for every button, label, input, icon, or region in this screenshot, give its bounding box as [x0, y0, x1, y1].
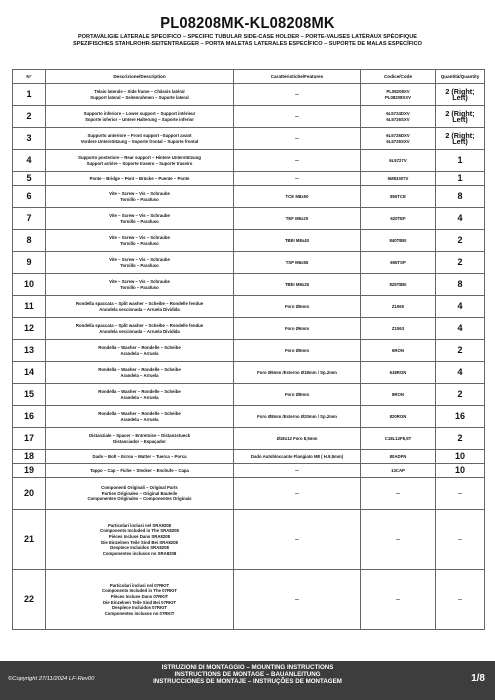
description-line: Telaio laterale – Side frame – Châssis latéral [94, 88, 185, 94]
row-code [361, 150, 436, 172]
row-code [361, 570, 436, 630]
row-quantity: 1 [436, 150, 485, 172]
row-features: Ø18x12 Foro 8,5mm [234, 428, 361, 450]
row-description [46, 450, 234, 464]
row-number: 17 [13, 428, 46, 450]
description-line: Die Einzelnen Teile Sind Bei SRA8208 [101, 539, 178, 545]
row-description [46, 186, 234, 208]
description-line: Particolari inclusi nel SRA8208 [107, 522, 172, 528]
description-line: Tappo – Cap – Fiche – Stecker – Enchufe – Capa [90, 467, 189, 473]
table-row [13, 510, 485, 570]
table-row [13, 84, 485, 106]
table-row [13, 172, 485, 186]
parts-table-body [13, 84, 485, 630]
code-line: PL08208XV [386, 88, 410, 94]
description-line: Support arrière – Soporte trasero – Suporte traseiro [86, 160, 193, 166]
row-description [46, 464, 234, 478]
table-row [13, 464, 485, 478]
description-line: Componentes inclusos no 07RKIT [104, 610, 175, 616]
row-features: – [234, 84, 361, 106]
row-features: TBEI M8x40 [234, 230, 361, 252]
row-features: Foro Ø6mm [234, 296, 361, 318]
description-line: Arandela seccionada – Arruela Dividida [99, 328, 180, 334]
row-number: 21 [13, 510, 46, 570]
code-line: 13CAP [391, 467, 405, 473]
description-line: Vite – Screw – Vis – Schraube [109, 234, 170, 240]
row-features: Dado Autobloccante Flangiato M8 ( H.9,5mm) [234, 450, 361, 464]
description-line: Distanziale – Spacer – Entretoise – Distanzstueck [88, 432, 191, 438]
row-code [361, 510, 436, 570]
table-row [13, 340, 485, 362]
row-features: – [234, 478, 361, 510]
description-line: Rondella spaccata – Split washer – Scheibe – Rondelle fendue [75, 300, 204, 306]
description-line: Vite – Screw – Vis – Schraube [109, 278, 170, 284]
description-line: Soporte inferior – Untere Halterung – Suporte inferior [85, 116, 194, 122]
row-quantity: 2 (Right; Left) [436, 106, 485, 128]
row-number: 10 [13, 274, 46, 296]
row-features: Foro Ø6mm [234, 318, 361, 340]
row-description [46, 274, 234, 296]
row-quantity: 10 [436, 464, 485, 478]
row-code [361, 362, 436, 384]
row-number: 5 [13, 172, 46, 186]
row-number: 13 [13, 340, 46, 362]
code-line: Z1063 [391, 325, 405, 331]
description-line: Supporto posteriore – Rear support – Hintere Unterstützung [78, 154, 201, 160]
code-line: – [396, 535, 400, 543]
row-code [361, 274, 436, 296]
footer-instructions [0, 664, 495, 686]
description-line: Tornillo – Parafuso [120, 218, 159, 224]
row-code [361, 252, 436, 274]
row-features: Foro Ø8mm /Esterno Ø20mm / Sp.2mm [234, 406, 361, 428]
row-number: 15 [13, 384, 46, 406]
row-code [361, 172, 436, 186]
row-quantity: – [436, 478, 485, 510]
row-quantity: 2 [436, 252, 485, 274]
description-line: Support lateral – Seitenrahmen – Suporte lateral [90, 94, 189, 100]
description-line: Vite – Screw – Vis – Schraube [109, 190, 170, 196]
row-quantity: – [436, 570, 485, 630]
page-number: 1/8 [471, 673, 485, 684]
row-description [46, 362, 234, 384]
code-line: 6L5724DXV [386, 110, 410, 116]
row-quantity: 4 [436, 318, 485, 340]
header-number: N° [13, 70, 46, 84]
row-features: Foro Ø8mm [234, 384, 361, 406]
row-features: – [234, 172, 361, 186]
code-line: 840TBEI [389, 237, 407, 243]
row-features: – [234, 570, 361, 630]
row-number: 12 [13, 318, 46, 340]
code-line: 6L5727V [389, 157, 407, 163]
row-number: 9 [13, 252, 46, 274]
description-line: Dado – Bolt – Ecrou – Mutter – Tuerca – Porca [92, 453, 187, 459]
row-code [361, 318, 436, 340]
table-row [13, 318, 485, 340]
header-quantity: Quantità/Quantity [436, 70, 485, 84]
table-row [13, 186, 485, 208]
description-line: Componentes Originales – Componentes Originais [87, 496, 192, 502]
description-line: Vite – Screw – Vis – Schraube [109, 256, 170, 262]
row-number: 19 [13, 464, 46, 478]
row-number: 16 [13, 406, 46, 428]
row-code [361, 384, 436, 406]
row-quantity: 2 [436, 384, 485, 406]
row-description [46, 172, 234, 186]
header-code: Codice/Code [361, 70, 436, 84]
row-quantity: 2 (Right; Left) [436, 128, 485, 150]
row-quantity: 2 [436, 428, 485, 450]
row-description [46, 510, 234, 570]
code-line: 850TCE [390, 193, 406, 199]
description-line: Arandela – Arruela [120, 350, 159, 356]
parts-table [12, 69, 485, 630]
row-quantity: 10 [436, 450, 485, 464]
row-number: 3 [13, 128, 46, 150]
row-description [46, 296, 234, 318]
table-row [13, 296, 485, 318]
row-code [361, 230, 436, 252]
table-row [13, 208, 485, 230]
row-quantity: 4 [436, 362, 485, 384]
description-line: Pièces Incluse Dans 07RKIT [110, 593, 169, 599]
row-number: 6 [13, 186, 46, 208]
description-line: Arandela – Arruela [120, 372, 159, 378]
table-row [13, 362, 485, 384]
row-number: 11 [13, 296, 46, 318]
row-description [46, 106, 234, 128]
table-row [13, 570, 485, 630]
description-line: Supporto inferiore – Lower support – Support intérieur [83, 110, 196, 116]
code-line: 655TSP [390, 259, 406, 265]
table-row [13, 478, 485, 510]
table-row [13, 450, 485, 464]
description-line: Rondella – Washer – Rondelle – Scheibe [98, 366, 181, 372]
row-description [46, 428, 234, 450]
row-number: 1 [13, 84, 46, 106]
description-line: Arandela – Arruela [120, 394, 159, 400]
row-quantity: 1 [436, 172, 485, 186]
code-line: 80ADFN [389, 453, 407, 459]
table-row [13, 106, 485, 128]
row-code [361, 128, 436, 150]
table-row [13, 428, 485, 450]
row-description [46, 340, 234, 362]
description-line: Rondella – Washer – Rondelle – Scheibe [98, 344, 181, 350]
row-number: 20 [13, 478, 46, 510]
description-line: Componentes inclusos no SRA8208 [102, 550, 177, 556]
description-line: Distanciador – Espaçador [113, 438, 166, 444]
header-features: Caratteristiche/Features [234, 70, 361, 84]
row-number: 18 [13, 450, 46, 464]
row-features: TCE M8x50 [234, 186, 361, 208]
row-number: 4 [13, 150, 46, 172]
row-features: – [234, 464, 361, 478]
row-code [361, 84, 436, 106]
table-row [13, 150, 485, 172]
row-quantity: 2 [436, 230, 485, 252]
code-line: – [396, 489, 400, 497]
code-line: 618RON [389, 369, 407, 375]
table-header-row [13, 70, 485, 84]
row-features: – [234, 150, 361, 172]
header-description: Descrizione/Description [46, 70, 234, 84]
row-code [361, 208, 436, 230]
code-line: 6L5726DXV [386, 132, 410, 138]
description-line: Vordere Unterstützung – Soporte frontal – Suporte frontal [80, 138, 199, 144]
row-quantity: 2 [436, 340, 485, 362]
row-description [46, 318, 234, 340]
row-number: 22 [13, 570, 46, 630]
row-quantity: 4 [436, 208, 485, 230]
row-number: 8 [13, 230, 46, 252]
table-row [13, 274, 485, 296]
row-number: 2 [13, 106, 46, 128]
row-code [361, 296, 436, 318]
row-code [361, 450, 436, 464]
instructions-line-1: ISTRUZIONI DI MONTAGGIO – MOUNTING INSTRUCTIONS [161, 664, 334, 671]
row-description [46, 208, 234, 230]
row-description [46, 570, 234, 630]
description-line: Arandela – Arruela [120, 416, 159, 422]
description-line: Rondella – Washer – Rondelle – Scheibe [98, 388, 181, 394]
code-line: 6RON [392, 347, 404, 353]
row-code [361, 186, 436, 208]
description-line: Rondella – Washer – Rondelle – Scheibe [98, 410, 181, 416]
subtitle-line-2: SPEZIFISCHES STAHLROHR-SEITENTRAEGER – PORTA MALETAS LATERALES ESPECÍFICO – SUPORTE DE MALAS ESPECÍFICO [72, 41, 422, 47]
row-quantity: 16 [436, 406, 485, 428]
description-line: Parties Originales – Original Bauteile [101, 490, 178, 496]
instructions-line-2: INSTRUCTIONS DE MONTAGE – BAUANLEITUNG [174, 671, 321, 679]
description-line: Tornillo – Parafuso [120, 284, 159, 290]
table-row [13, 128, 485, 150]
row-description [46, 150, 234, 172]
code-line: Z1060 [391, 303, 405, 309]
row-features: Foro Ø6mm /Esterno Ø18mm / Sp.2mm [234, 362, 361, 384]
document-title: PL08208MK-KL08208MK [160, 15, 335, 32]
table-row [13, 252, 485, 274]
code-line: 620TEF [390, 215, 406, 221]
code-line: 825TBEI [389, 281, 407, 287]
code-line: 6L5726SXV [386, 116, 410, 122]
description-line: Vite – Screw – Vis – Schraube [109, 212, 170, 218]
description-line: Arandela seccionada – Arruela Dividida [99, 306, 180, 312]
row-description [46, 384, 234, 406]
row-description [46, 406, 234, 428]
row-description [46, 128, 234, 150]
instructions-line-3: INSTRUCCIONES DE MONTAJE – INSTRUÇÕES DE MONTAGEM [153, 678, 342, 686]
row-description [46, 84, 234, 106]
row-quantity: 8 [436, 274, 485, 296]
description-line: Rondella spaccata – Split washer – Scheibe – Rondelle fendue [75, 322, 204, 328]
description-line: Die Einzelnen Teile Sind Bei 07RKIT [103, 599, 176, 605]
row-quantity: – [436, 510, 485, 570]
row-description [46, 478, 234, 510]
code-line: 820RON [389, 413, 407, 419]
row-code [361, 106, 436, 128]
row-features: Foro Ø6mm [234, 340, 361, 362]
row-description [46, 252, 234, 274]
code-line: 6L5726SXV [386, 138, 410, 144]
row-code [361, 406, 436, 428]
row-number: 14 [13, 362, 46, 384]
row-number: 7 [13, 208, 46, 230]
code-line: 8RON [392, 391, 404, 397]
row-quantity: 8 [436, 186, 485, 208]
row-description [46, 230, 234, 252]
row-quantity: 4 [436, 296, 485, 318]
row-features: TSP M6x55 [234, 252, 361, 274]
row-code [361, 340, 436, 362]
row-features: TEF M6x20 [234, 208, 361, 230]
code-line: C18L12F8,5T [384, 435, 412, 441]
description-line: Pièces Incluse Dans SRA8208 [108, 533, 171, 539]
description-line: Ponte – Bridge – Pont – Brücke – Puente – Ponte [89, 175, 190, 181]
description-line: Desplece Incluidos 07RKIT [112, 605, 167, 611]
code-line: PL08208SXV [384, 94, 412, 100]
description-line: Supporto anteriore – Front support –Support avant [87, 132, 192, 138]
row-code [361, 428, 436, 450]
row-code [361, 464, 436, 478]
description-line: Components Included in The SRA8208 [100, 528, 179, 534]
subtitle-line-1: PORTAVALIGIE LATERALE SPECIFICO – SPECIFIC TUBULAR SIDE-CASE HOLDER – PORTE-VALISES LATÉRAUX SPÉCIFIQUE [77, 34, 418, 40]
code-line: 6M83307V [387, 175, 409, 181]
code-line: – [396, 595, 400, 603]
table-row [13, 230, 485, 252]
row-features: – [234, 510, 361, 570]
description-line: Components Included in The 07RKIT [102, 588, 177, 594]
row-quantity: 2 (Right; Left) [436, 84, 485, 106]
description-line: Tornillo – Parafuso [120, 240, 159, 246]
row-features: TBEI M8x25 [234, 274, 361, 296]
footer-bar [0, 661, 495, 700]
description-line: Particolari inclusi nel 07RKIT [109, 582, 170, 588]
description-line: Componenti Originali – Original Parts [101, 485, 178, 491]
row-features: – [234, 128, 361, 150]
table-row [13, 384, 485, 406]
copyright: ©Copyright 27/11/2024 LF-Rev00 [8, 676, 95, 682]
row-features: – [234, 106, 361, 128]
description-line: Tornillo – Parafuso [120, 262, 159, 268]
table-row [13, 406, 485, 428]
row-code [361, 478, 436, 510]
description-line: Desplece Incluidos SRA8208 [110, 545, 169, 551]
description-line: Tornillo – Parafuso [120, 196, 159, 202]
